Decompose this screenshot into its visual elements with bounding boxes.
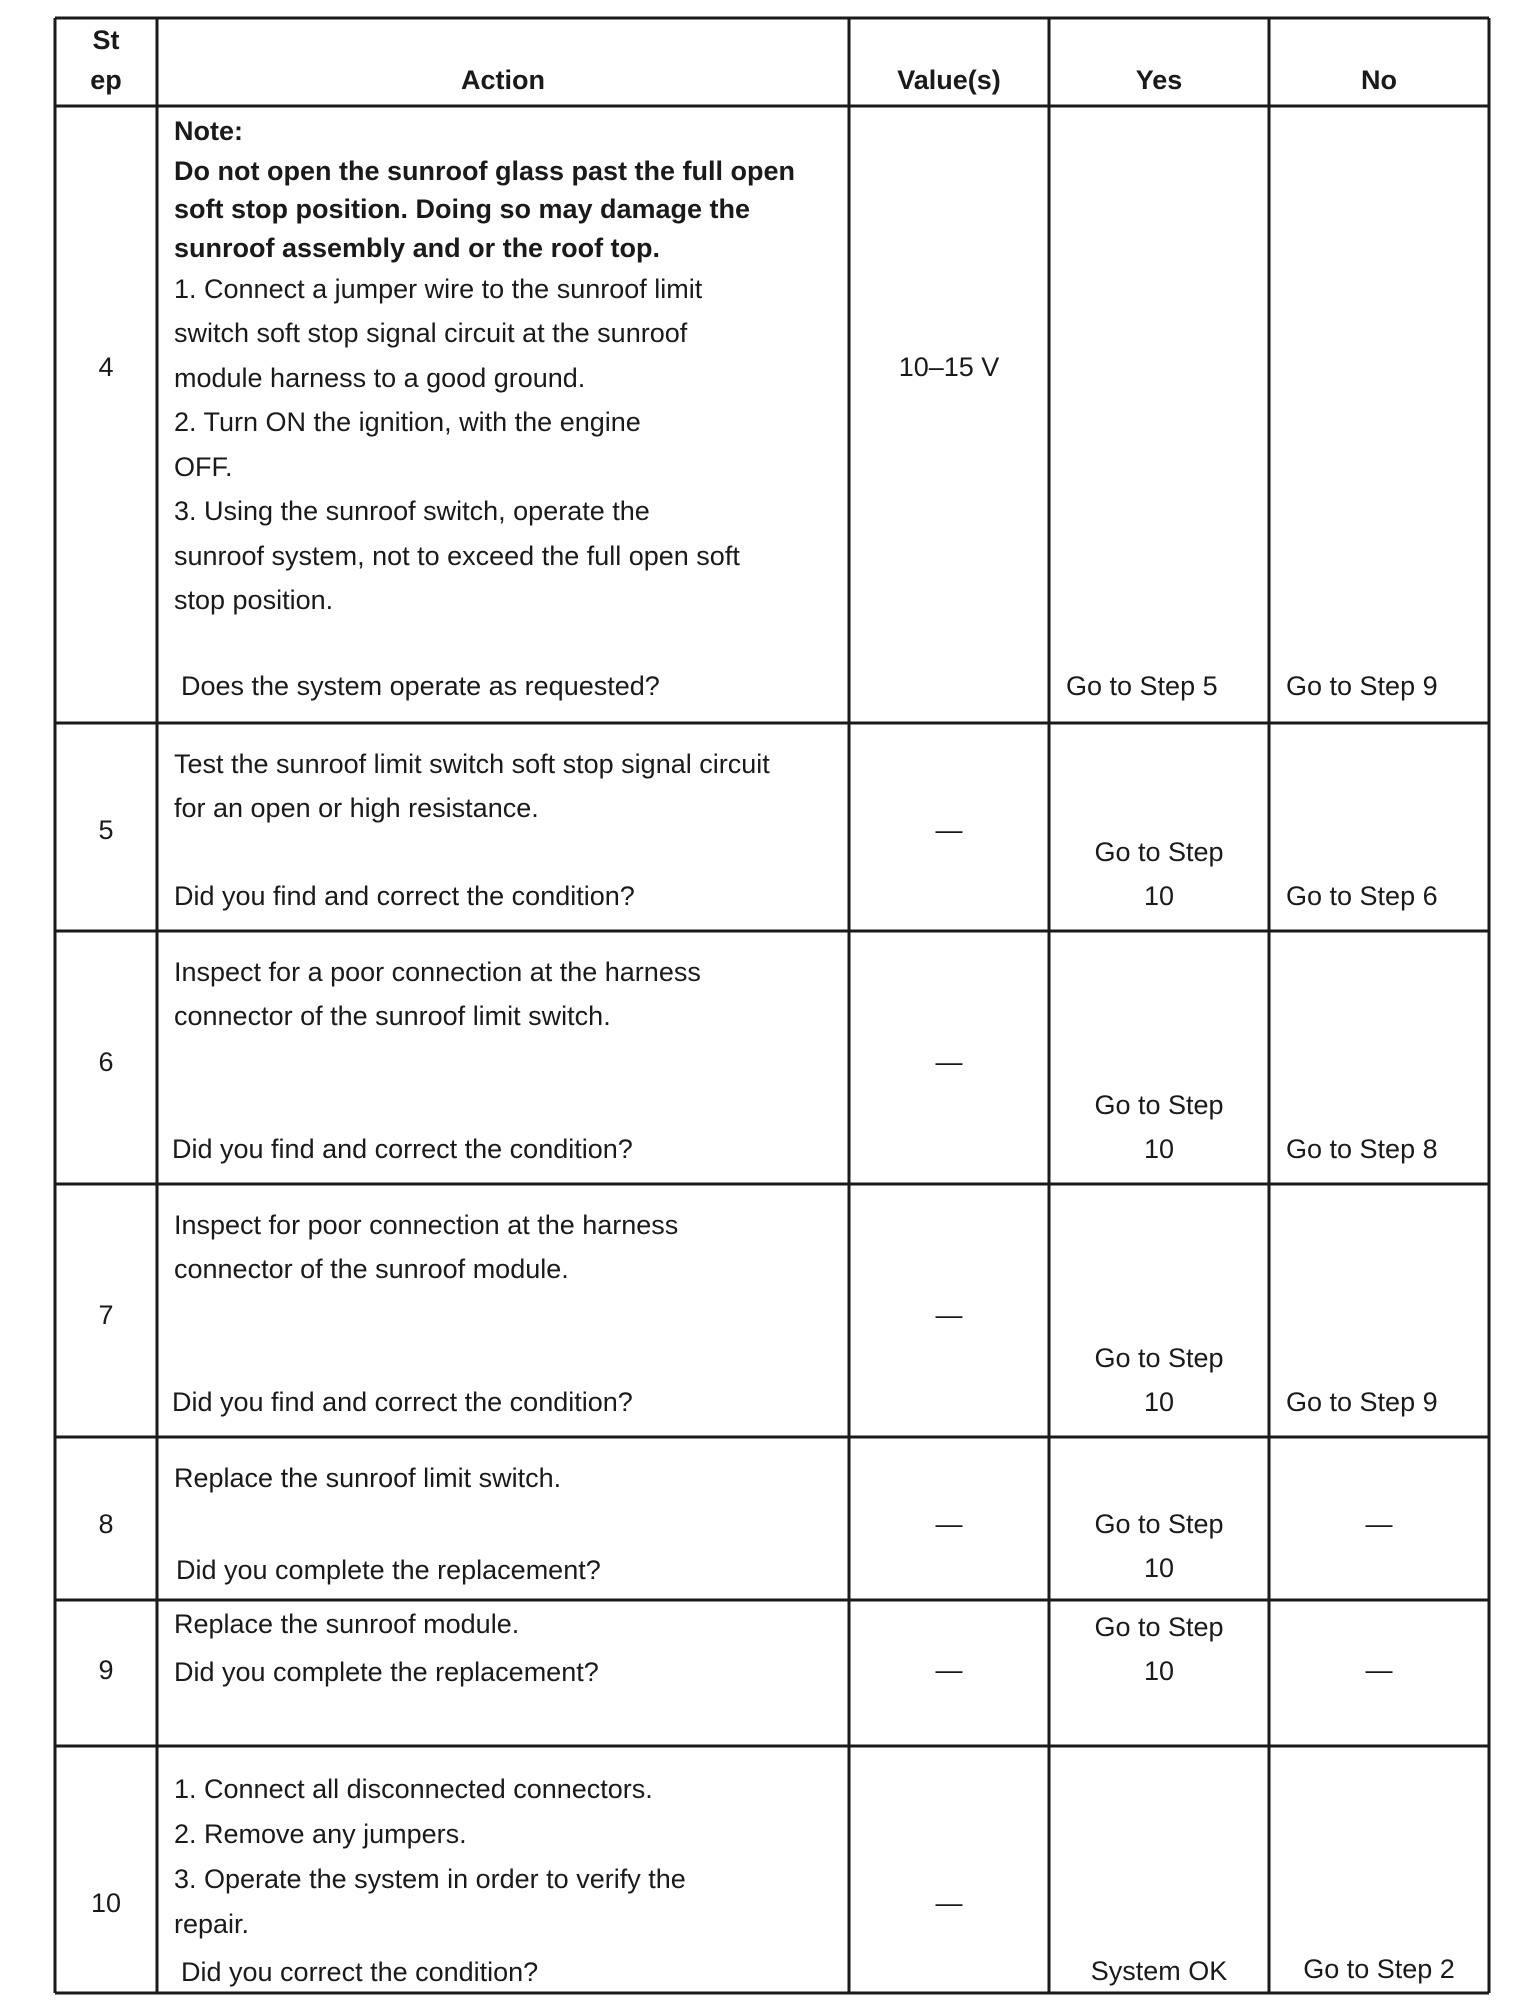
no-cell: Go to Step 8 [1286,1134,1438,1164]
yes-cell: 10 [1143,1656,1175,1686]
action-line: Replace the sunroof limit switch. [174,1463,562,1493]
value-cell: — [935,1888,963,1918]
note-text: Do not open the sunroof glass past the full open [174,156,795,186]
question: Did you find and correct the condition? [174,881,635,911]
action-line: stop position. [174,585,334,615]
action-line: 3. Operate the system in order to verify the [174,1864,686,1894]
header-no: No [1361,65,1397,95]
action-line: repair. [174,1909,250,1939]
value-cell: 10–15 V [898,352,1000,382]
note-label: Note: [174,116,243,146]
header-yes: Yes [1135,65,1183,95]
step-number: 5 [98,815,114,845]
question: Does the system operate as requested? [181,671,660,701]
no-cell: Go to Step 9 [1286,671,1438,701]
action-line: module harness to a good ground. [174,363,586,393]
value-cell: — [935,1300,963,1330]
yes-cell: 10 [1143,881,1175,911]
no-cell: — [1365,1509,1393,1539]
action-line: sunroof system, not to exceed the full open soft [174,541,740,571]
action-line: Replace the sunroof module. [174,1609,520,1639]
yes-cell: Go to Step [1094,1090,1224,1120]
question: Did you complete the replacement? [174,1657,599,1687]
action-line: 2. Turn ON the ignition, with the engine [174,407,641,437]
value-cell: — [935,1509,963,1539]
yes-cell: 10 [1143,1553,1175,1583]
question: Did you find and correct the condition? [172,1134,633,1164]
step-number: 10 [90,1888,122,1918]
action-line: connector of the sunroof limit switch. [174,1001,611,1031]
question: Did you find and correct the condition? [172,1387,633,1417]
header-step-line1: St [92,25,120,55]
action-line: connector of the sunroof module. [174,1254,569,1284]
action-line: Inspect for a poor connection at the harness [174,957,701,987]
yes-cell: Go to Step 5 [1066,671,1218,701]
action-line: 1. Connect all disconnected connectors. [174,1774,653,1804]
yes-cell: 10 [1143,1387,1175,1417]
action-line: switch soft stop signal circuit at the sunroof [174,318,688,348]
action-line: 1. Connect a jumper wire to the sunroof limit [174,274,703,304]
no-cell: — [1365,1655,1393,1685]
no-cell: Go to Step 6 [1286,881,1438,911]
step-number: 4 [98,352,114,382]
header-step-line2: ep [90,65,122,95]
action-line: 3. Using the sunroof switch, operate the [174,496,650,526]
step-number: 7 [98,1300,114,1330]
action-line: Inspect for poor connection at the harness [174,1210,679,1240]
yes-cell: Go to Step [1094,1509,1224,1539]
action-line: for an open or high resistance. [174,793,539,823]
note-text: soft stop position. Doing so may damage the [174,194,751,224]
yes-cell: 10 [1143,1134,1175,1164]
yes-cell: Go to Step [1094,837,1224,867]
yes-cell: Go to Step [1094,1612,1224,1642]
value-cell: — [935,1047,963,1077]
action-line: OFF. [174,452,233,482]
yes-cell: System OK [1090,1956,1228,1986]
step-number: 9 [98,1655,114,1685]
action-line: 2. Remove any jumpers. [174,1819,467,1849]
note-text: sunroof assembly and or the roof top. [174,233,661,263]
header-action: Action [461,65,545,95]
header-values: Value(s) [897,65,1001,95]
no-cell: Go to Step 9 [1286,1387,1438,1417]
yes-cell: Go to Step [1094,1343,1224,1373]
step-number: 6 [98,1047,114,1077]
question: Did you correct the condition? [181,1957,539,1987]
question: Did you complete the replacement? [176,1555,601,1585]
step-number: 8 [98,1509,114,1539]
no-cell: Go to Step 2 [1303,1954,1455,1984]
value-cell: — [935,1655,963,1685]
action-line: Test the sunroof limit switch soft stop signal circuit [174,749,770,779]
value-cell: — [935,815,963,845]
